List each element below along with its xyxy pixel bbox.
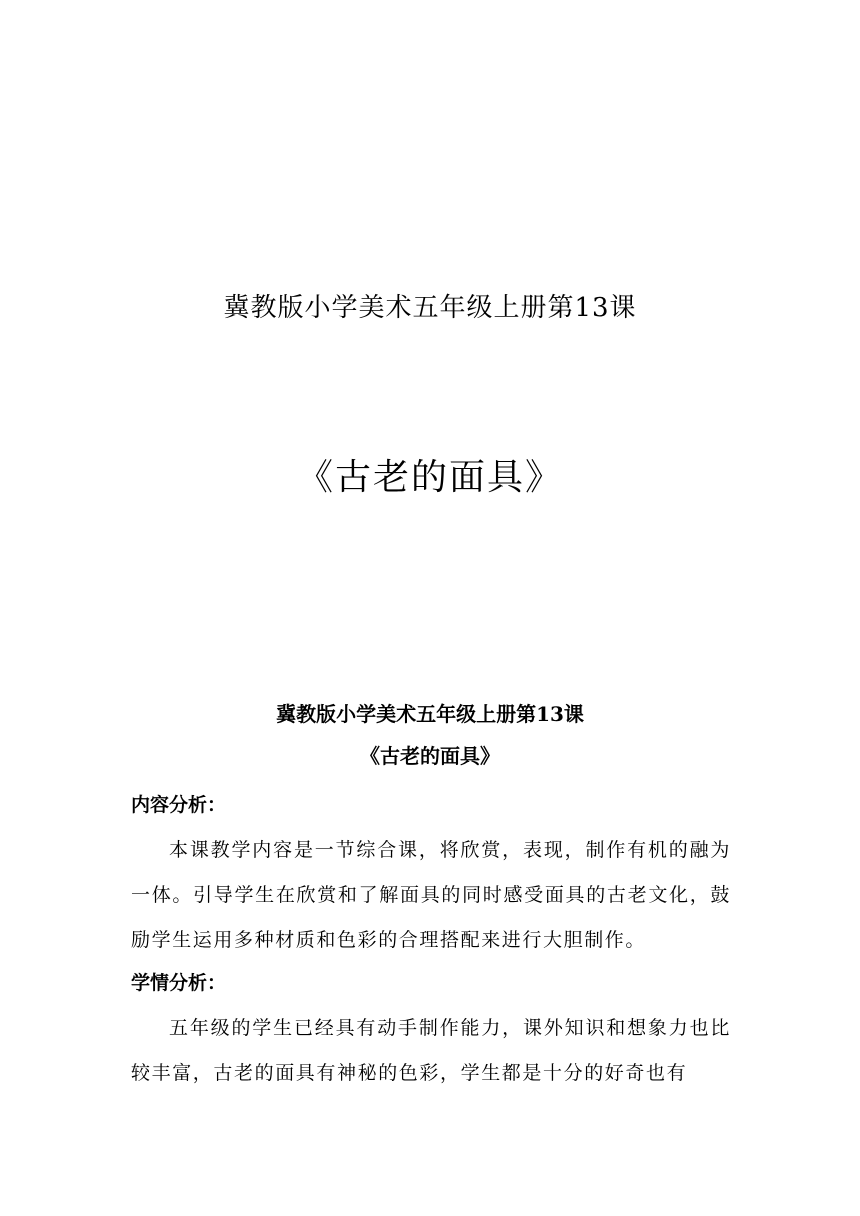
section-label-content-analysis: 内容分析： [131, 794, 227, 816]
section-label-student-analysis: 学情分析： [131, 972, 227, 994]
document-title: 《古老的面具》 [360, 744, 500, 768]
cover-title: 《古老的面具》 [296, 457, 563, 498]
paragraph-content-analysis: 本课教学内容是一节综合课，将欣赏，表现，制作有机的融为一体。引导学生在欣赏和了解面具的同时感受面具的古老文化，鼓励学生运用多种材质和色彩的合理搭配来进行大胆制作。 [131, 839, 731, 951]
document-heading: 冀教版小学美术五年级上册第13课 [276, 702, 584, 726]
paragraph-student-analysis: 五年级的学生已经具有动手制作能力，课外知识和想象力也比较丰富，古老的面具有神秘的色彩，学生都是十分的好奇也有 [131, 1017, 731, 1084]
cover-subtitle: 冀教版小学美术五年级上册第13课 [223, 293, 637, 323]
